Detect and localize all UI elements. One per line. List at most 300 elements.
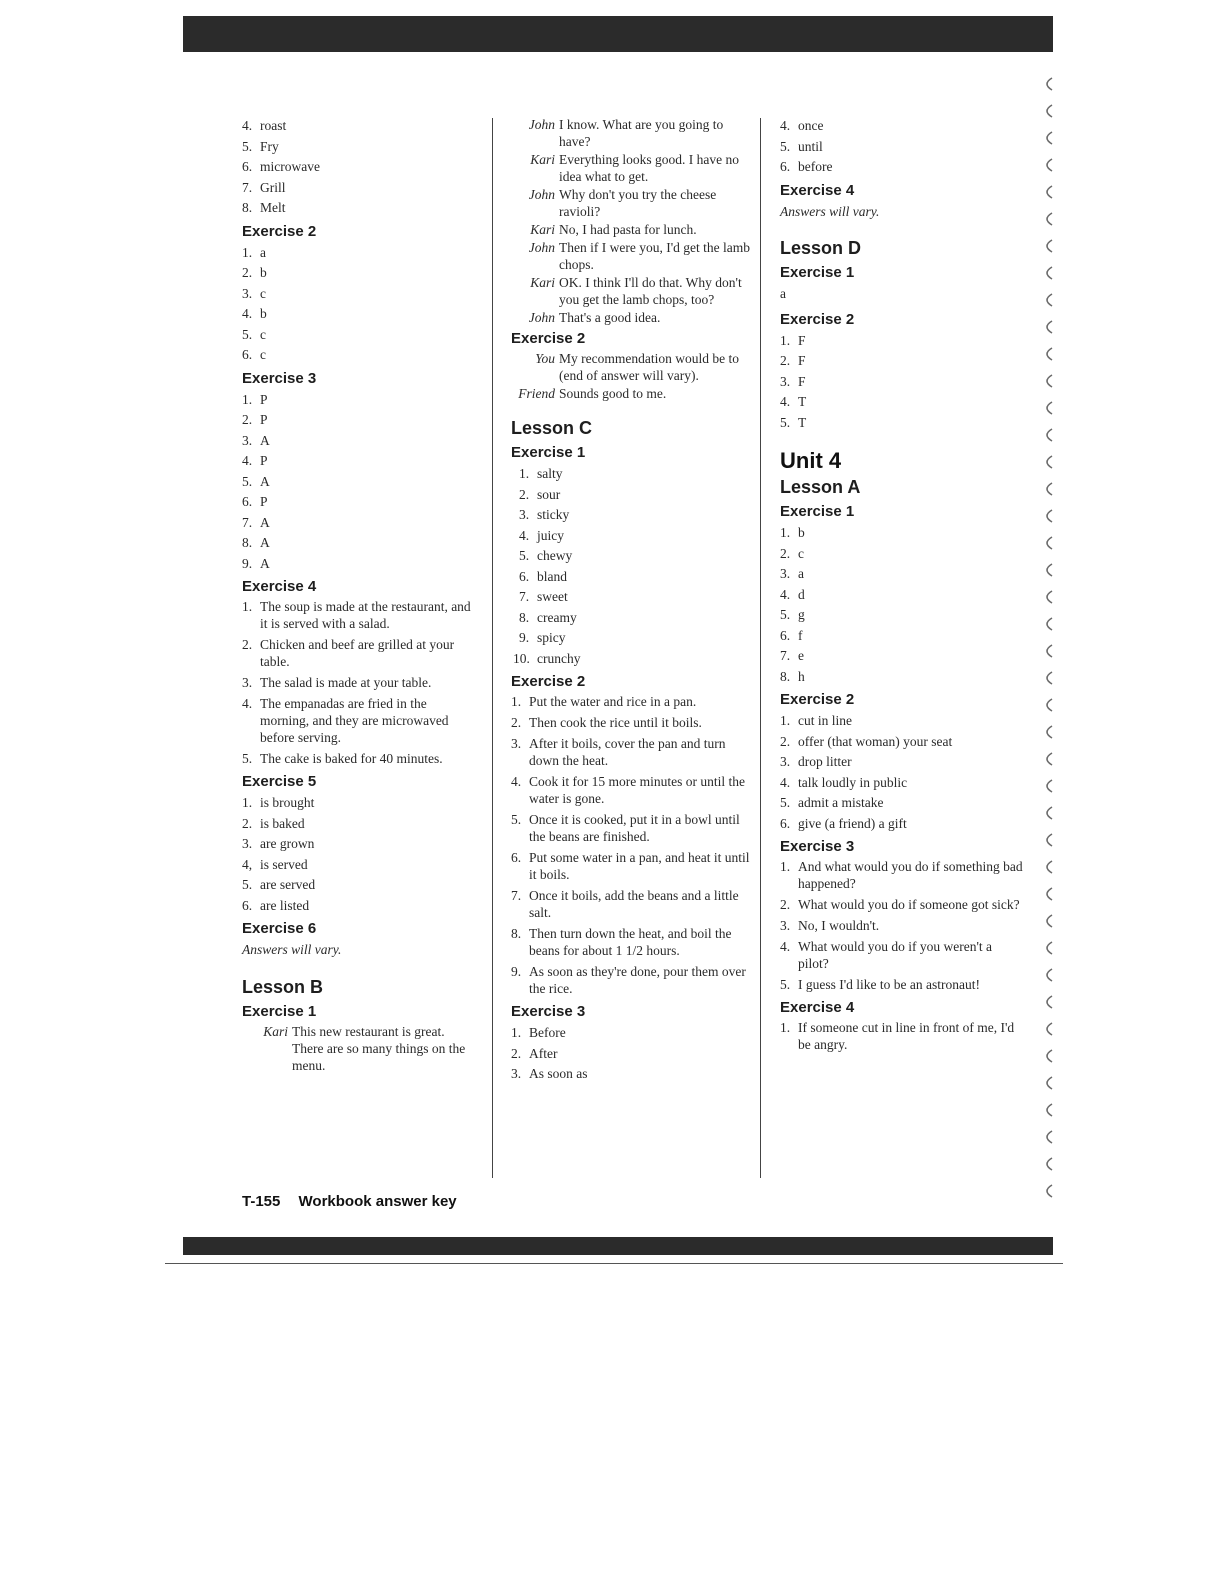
list-item bbox=[780, 773, 1025, 794]
item-number: 1. bbox=[780, 332, 791, 348]
item-number: 1. bbox=[519, 466, 530, 481]
item-number: 4. bbox=[511, 774, 522, 789]
exercise-2-heading: Exercise 2 bbox=[242, 222, 317, 240]
item-number: 1. bbox=[511, 1025, 522, 1040]
item-number: 5. bbox=[519, 548, 530, 563]
list-item bbox=[780, 896, 1025, 913]
lesson-b-exercise-1-heading: Exercise 1 bbox=[242, 1002, 317, 1020]
unit-exercise-2-heading: Exercise 2 bbox=[780, 691, 855, 708]
item-number: 9. bbox=[242, 555, 253, 571]
list-item bbox=[780, 711, 1025, 732]
item-text: I guess I'd like to be an astronaut! bbox=[798, 977, 981, 992]
list-a bbox=[242, 116, 477, 219]
list-item bbox=[511, 849, 751, 883]
item-text: Then turn down the heat, and boil the beans for about 1 1/2 hours. bbox=[529, 926, 732, 958]
item-text: Grill bbox=[260, 179, 286, 195]
item-number: 1. bbox=[780, 525, 791, 540]
item-text: What would you do if you weren't a pilot? bbox=[798, 939, 993, 971]
unit-heading: Unit 4 bbox=[780, 448, 842, 473]
unit-exercise-4-list bbox=[780, 1019, 1025, 1053]
dialog-text: My recommendation would be to (end of answer will vary). bbox=[559, 351, 739, 383]
item-text: sticky bbox=[537, 507, 570, 522]
item-text: is brought bbox=[260, 795, 315, 810]
item-text: A bbox=[260, 473, 270, 489]
lesson-c-exercise-1-list bbox=[511, 464, 751, 669]
item-number: 5. bbox=[780, 414, 791, 430]
item-text: talk loudly in public bbox=[798, 774, 908, 790]
list-item bbox=[242, 636, 477, 670]
list-item bbox=[242, 674, 477, 691]
item-text: e bbox=[798, 648, 804, 663]
item-text: What would you do if someone got sick? bbox=[798, 897, 1020, 912]
list-item bbox=[780, 564, 1025, 585]
item-number: 4. bbox=[242, 453, 253, 468]
item-text: The cake is baked for 40 minutes. bbox=[260, 751, 443, 766]
exercise-4-heading: Exercise 4 bbox=[780, 181, 855, 199]
item-number: 3. bbox=[780, 754, 791, 769]
list-item bbox=[780, 413, 1025, 434]
list-item bbox=[780, 372, 1025, 393]
exercise-2-heading: Exercise 2 bbox=[511, 330, 586, 347]
item-text: P bbox=[260, 391, 268, 407]
item-number: 7. bbox=[519, 589, 530, 604]
list-item bbox=[780, 938, 1025, 972]
list-item bbox=[780, 116, 1025, 137]
list-item bbox=[242, 345, 477, 366]
list-item bbox=[780, 858, 1025, 892]
dialog-line bbox=[511, 221, 751, 238]
speaker-name: Kari bbox=[263, 1023, 288, 1039]
list-item bbox=[513, 649, 751, 670]
item-number: 2. bbox=[780, 733, 791, 749]
speaker-name: Kari bbox=[530, 275, 555, 290]
list-item bbox=[519, 567, 751, 588]
exercise-4-text: Answers will vary. bbox=[780, 203, 880, 219]
exercise-5-heading: Exercise 5 bbox=[242, 773, 317, 790]
item-number: 3. bbox=[242, 836, 253, 851]
item-text: The salad is made at your table. bbox=[260, 675, 432, 690]
item-number: 5. bbox=[242, 138, 253, 154]
item-number: 4. bbox=[780, 939, 791, 954]
list-item bbox=[242, 750, 477, 767]
list-item bbox=[242, 875, 477, 896]
item-number: 4. bbox=[242, 118, 253, 133]
item-number: 3. bbox=[242, 432, 253, 448]
item-text: After it boils, cover the pan and turn down the heat. bbox=[529, 736, 726, 768]
item-text: c bbox=[798, 545, 804, 561]
dialog-line bbox=[511, 151, 751, 185]
list-item bbox=[242, 793, 477, 814]
item-number: 10. bbox=[513, 650, 530, 666]
item-number: 1. bbox=[780, 713, 791, 728]
item-number: 7. bbox=[242, 514, 253, 530]
item-text: until bbox=[798, 138, 823, 154]
item-number: 4. bbox=[242, 696, 253, 711]
item-text: c bbox=[260, 326, 266, 342]
lesson-c-heading: Lesson C bbox=[511, 418, 593, 438]
speaker-name: You bbox=[535, 351, 555, 366]
item-number: 4, bbox=[242, 856, 253, 872]
item-text: cut in line bbox=[798, 713, 852, 728]
list-item bbox=[519, 546, 751, 567]
item-number: 4. bbox=[242, 306, 253, 321]
list-item bbox=[242, 834, 477, 855]
item-number: 3. bbox=[519, 507, 530, 522]
item-text: crunchy bbox=[537, 650, 581, 666]
list-item bbox=[511, 1023, 751, 1044]
list-item bbox=[519, 628, 751, 649]
dialog-text: No, I had pasta for lunch. bbox=[559, 222, 697, 237]
item-number: 5. bbox=[242, 326, 253, 342]
lesson-b-heading: Lesson B bbox=[242, 976, 324, 997]
list-item bbox=[780, 976, 1025, 993]
item-text: g bbox=[798, 607, 805, 622]
speaker-name: John bbox=[528, 117, 555, 132]
dialog-text: Then if I were you, I'd get the lamb chops. bbox=[559, 240, 750, 272]
item-text: sour bbox=[537, 486, 561, 502]
item-text: creamy bbox=[537, 609, 577, 625]
item-text: f bbox=[798, 627, 803, 643]
item-text: A bbox=[260, 514, 270, 530]
item-text: bland bbox=[537, 568, 567, 584]
list-a bbox=[780, 116, 1025, 178]
dialog-text: I know. What are you going to have? bbox=[559, 117, 724, 149]
speaker-name: Friend bbox=[518, 386, 555, 401]
item-text: Chicken and beef are grilled at your table. bbox=[260, 637, 455, 669]
exercise-2-list bbox=[242, 243, 477, 366]
dialog-line bbox=[511, 116, 751, 150]
item-text: F bbox=[798, 373, 806, 389]
item-number: 1. bbox=[242, 599, 253, 614]
list-item bbox=[780, 523, 1025, 544]
item-number: 1. bbox=[780, 859, 791, 874]
unit-exercise-3-heading: Exercise 3 bbox=[780, 838, 855, 855]
item-text: b bbox=[260, 265, 267, 280]
top-scan-bar bbox=[183, 16, 1053, 52]
item-number: 9. bbox=[519, 630, 530, 645]
dialog-line bbox=[242, 1023, 477, 1074]
item-text: before bbox=[798, 159, 833, 174]
item-text: b bbox=[798, 525, 805, 540]
list-item bbox=[242, 116, 477, 137]
footer-title: Workbook answer key bbox=[298, 1193, 457, 1210]
item-text: Cook it for 15 more minutes or until the water is gone. bbox=[529, 774, 745, 806]
item-number: 2. bbox=[780, 353, 791, 368]
dialog-text: This new restaurant is great. There are so many things on the menu. bbox=[292, 1023, 466, 1073]
item-number: 6. bbox=[519, 568, 530, 584]
speaker-name: John bbox=[528, 187, 555, 202]
exercise-3-heading: Exercise 3 bbox=[242, 369, 317, 387]
spiral-binding bbox=[1038, 70, 1058, 1220]
list-item bbox=[242, 554, 477, 575]
item-number: 7. bbox=[511, 888, 522, 903]
item-number: 5. bbox=[242, 877, 253, 892]
list-item bbox=[242, 533, 477, 554]
dialog-line bbox=[511, 385, 751, 402]
item-text: sweet bbox=[537, 589, 568, 604]
item-number: 1. bbox=[242, 391, 253, 407]
item-text: h bbox=[798, 668, 805, 684]
list-item bbox=[519, 464, 751, 485]
unit-exercise-3-list bbox=[780, 858, 1025, 993]
list-item bbox=[780, 331, 1025, 352]
lesson-d-exercise-2-heading: Exercise 2 bbox=[780, 310, 855, 328]
item-number: 3. bbox=[511, 1066, 522, 1081]
item-number: 8. bbox=[519, 609, 530, 625]
list-item bbox=[242, 431, 477, 452]
item-text: Put the water and rice in a pan. bbox=[529, 694, 697, 709]
item-number: 2. bbox=[780, 897, 791, 912]
item-number: 3. bbox=[511, 736, 522, 751]
dialog-line bbox=[511, 309, 751, 326]
dialog-continuation bbox=[511, 116, 751, 326]
dialog-line bbox=[511, 350, 751, 384]
item-number: 5. bbox=[780, 977, 791, 992]
item-number: 4. bbox=[780, 774, 791, 790]
dialog-text: Sounds good to me. bbox=[559, 386, 667, 401]
list-item bbox=[780, 1019, 1025, 1053]
list-item bbox=[242, 157, 477, 178]
list-item bbox=[242, 451, 477, 472]
list-item bbox=[780, 137, 1025, 158]
item-text: As soon as bbox=[529, 1066, 588, 1081]
list-item bbox=[242, 390, 477, 411]
dialog-text: Why don't you try the cheese ravioli? bbox=[559, 187, 717, 219]
item-number: 8. bbox=[780, 668, 791, 684]
list-item bbox=[242, 896, 477, 917]
unit-exercise-1-list bbox=[780, 523, 1025, 687]
list-item bbox=[519, 608, 751, 629]
column-divider-1 bbox=[492, 118, 493, 1178]
list-item bbox=[242, 855, 477, 876]
item-text: T bbox=[798, 394, 807, 409]
speaker-name: John bbox=[528, 240, 555, 255]
item-number: 4. bbox=[780, 586, 791, 602]
item-text: offer (that woman) your seat bbox=[798, 733, 953, 749]
item-number: 4. bbox=[519, 527, 530, 543]
list-item bbox=[780, 585, 1025, 606]
exercise-6-heading: Exercise 6 bbox=[242, 920, 317, 937]
list-item bbox=[242, 178, 477, 199]
lesson-c-exercise-2-list bbox=[511, 693, 751, 997]
item-number: 4. bbox=[780, 394, 791, 409]
item-text: c bbox=[260, 347, 266, 362]
item-text: P bbox=[260, 453, 268, 468]
list-item bbox=[242, 304, 477, 325]
item-text: P bbox=[260, 412, 268, 427]
exercise-3-list bbox=[242, 390, 477, 575]
item-text: a bbox=[798, 566, 804, 581]
item-number: 6. bbox=[242, 897, 253, 913]
exercise-4-list bbox=[242, 598, 477, 767]
exercise-2-dialog bbox=[511, 350, 751, 402]
list-item bbox=[519, 526, 751, 547]
lesson-a-heading: Lesson A bbox=[780, 477, 861, 497]
item-text: Put some water in a pan, and heat it until it boils. bbox=[529, 850, 750, 882]
item-number: 3. bbox=[242, 675, 253, 690]
item-number: 3. bbox=[242, 285, 253, 301]
list-item bbox=[242, 814, 477, 835]
item-text: Melt bbox=[260, 200, 286, 215]
list-item bbox=[511, 735, 751, 769]
item-text: After bbox=[529, 1045, 558, 1061]
item-number: 4. bbox=[780, 118, 791, 133]
speaker-name: Kari bbox=[530, 152, 555, 167]
dialog-line bbox=[511, 274, 751, 308]
item-text: b bbox=[260, 306, 267, 321]
dialog-text: That's a good idea. bbox=[559, 310, 661, 325]
list-item bbox=[242, 263, 477, 284]
item-text: A bbox=[260, 432, 270, 448]
item-number: 8. bbox=[242, 535, 253, 550]
item-text: salty bbox=[537, 466, 563, 481]
exercise-5-list bbox=[242, 793, 477, 916]
lesson-d-exercise-2-list bbox=[780, 331, 1025, 434]
item-number: 5. bbox=[780, 607, 791, 622]
list-item bbox=[242, 410, 477, 431]
list-item bbox=[519, 587, 751, 608]
item-text: F bbox=[798, 332, 806, 348]
item-text: are served bbox=[260, 877, 316, 892]
item-text: drop litter bbox=[798, 754, 852, 769]
item-number: 6. bbox=[780, 159, 791, 174]
item-number: 6. bbox=[242, 159, 253, 174]
item-number: 3. bbox=[780, 918, 791, 933]
bottom-rule bbox=[165, 1263, 1063, 1264]
dialog-line bbox=[511, 239, 751, 273]
lesson-c-exercise-1-heading: Exercise 1 bbox=[511, 444, 586, 461]
item-number: 6. bbox=[511, 850, 522, 865]
list-item bbox=[511, 887, 751, 921]
item-number: 5. bbox=[780, 138, 791, 154]
lesson-c-exercise-2-heading: Exercise 2 bbox=[511, 673, 586, 690]
list-item bbox=[780, 917, 1025, 934]
item-number: 2. bbox=[780, 545, 791, 561]
item-number: 1. bbox=[511, 694, 522, 709]
item-number: 1. bbox=[242, 795, 253, 810]
list-item bbox=[519, 485, 751, 506]
item-number: 2. bbox=[242, 265, 253, 280]
item-text: juicy bbox=[537, 527, 564, 543]
item-number: 9. bbox=[511, 964, 522, 979]
item-number: 6. bbox=[242, 494, 253, 509]
list-item bbox=[780, 646, 1025, 667]
item-text: are grown bbox=[260, 836, 315, 851]
item-number: 2. bbox=[242, 815, 253, 831]
page-number: T-155 bbox=[242, 1193, 281, 1210]
page-footer bbox=[242, 1193, 457, 1210]
unit-exercise-4-heading: Exercise 4 bbox=[780, 999, 855, 1016]
list-item bbox=[511, 1064, 751, 1085]
item-text: admit a mistake bbox=[798, 795, 884, 810]
list-item bbox=[511, 963, 751, 997]
item-text: T bbox=[798, 414, 807, 430]
dialog-line bbox=[511, 186, 751, 220]
item-number: 6. bbox=[242, 347, 253, 362]
item-number: 5. bbox=[780, 795, 791, 810]
item-number: 2. bbox=[511, 715, 522, 730]
item-text: spicy bbox=[537, 630, 566, 645]
speaker-name: John bbox=[528, 310, 555, 325]
item-number: 7. bbox=[780, 648, 791, 663]
column-divider-2 bbox=[760, 118, 761, 1178]
item-text: give (a friend) a gift bbox=[798, 815, 907, 831]
item-text: P bbox=[260, 494, 268, 509]
list-item bbox=[242, 695, 477, 746]
item-number: 2. bbox=[519, 486, 530, 502]
exercise-4-heading: Exercise 4 bbox=[242, 578, 317, 595]
dialog-text: OK. I think I'll do that. Why don't you get the lamb chops, too? bbox=[559, 275, 742, 307]
lesson-d-exercise-1-text: a bbox=[780, 286, 786, 301]
bottom-scan-bar bbox=[183, 1237, 1053, 1255]
item-text: No, I wouldn't. bbox=[798, 918, 880, 933]
list-item bbox=[242, 598, 477, 632]
item-number: 2. bbox=[242, 412, 253, 427]
item-text: Before bbox=[529, 1025, 566, 1040]
unit-exercise-2-list bbox=[780, 711, 1025, 834]
exercise-6-text: Answers will vary. bbox=[242, 942, 342, 957]
item-number: 1. bbox=[242, 244, 253, 260]
item-number: 3. bbox=[780, 373, 791, 389]
item-text: a bbox=[260, 244, 266, 260]
item-number: 8. bbox=[511, 926, 522, 941]
item-text: is served bbox=[260, 856, 308, 872]
item-text: As soon as they're done, pour them over the rice. bbox=[529, 964, 746, 996]
item-number: 1. bbox=[780, 1020, 791, 1035]
list-item bbox=[519, 505, 751, 526]
list-item bbox=[242, 472, 477, 493]
list-item bbox=[780, 605, 1025, 626]
item-text: Once it is cooked, put it in a bowl until the beans are finished. bbox=[529, 812, 740, 844]
list-item bbox=[780, 392, 1025, 413]
list-item bbox=[511, 1044, 751, 1065]
item-text: The empanadas are fried in the morning, and they are microwaved before serving. bbox=[260, 696, 449, 745]
item-number: 6. bbox=[780, 815, 791, 831]
item-text: A bbox=[260, 535, 270, 550]
column-1 bbox=[242, 116, 477, 1075]
list-item bbox=[242, 198, 477, 219]
item-text: once bbox=[798, 118, 824, 133]
list-item bbox=[780, 752, 1025, 773]
item-number: 6. bbox=[780, 627, 791, 643]
list-item bbox=[511, 773, 751, 807]
item-number: 2. bbox=[511, 1045, 522, 1061]
item-number: 5. bbox=[511, 812, 522, 827]
list-item bbox=[780, 626, 1025, 647]
unit-exercise-1-heading: Exercise 1 bbox=[780, 503, 855, 520]
item-text: Then cook the rice until it boils. bbox=[529, 715, 702, 730]
column-3 bbox=[780, 116, 1025, 1057]
item-text: Once it boils, add the beans and a little salt. bbox=[529, 888, 739, 920]
item-text: roast bbox=[260, 118, 287, 133]
list-item bbox=[242, 243, 477, 264]
list-item bbox=[511, 693, 751, 710]
list-item bbox=[242, 137, 477, 158]
list-item bbox=[511, 811, 751, 845]
item-number: 5. bbox=[242, 473, 253, 489]
list-item bbox=[242, 492, 477, 513]
lesson-d-heading: Lesson D bbox=[780, 238, 862, 258]
list-item bbox=[242, 513, 477, 534]
item-number: 5. bbox=[242, 751, 253, 766]
lesson-c-exercise-3-heading: Exercise 3 bbox=[511, 1003, 586, 1020]
item-text: And what would you do if something bad happened? bbox=[798, 859, 1023, 891]
lesson-d-exercise-1-heading: Exercise 1 bbox=[780, 264, 855, 281]
item-text: A bbox=[260, 555, 270, 571]
list-item bbox=[780, 544, 1025, 565]
item-text: are listed bbox=[260, 897, 310, 913]
list-item bbox=[780, 732, 1025, 753]
